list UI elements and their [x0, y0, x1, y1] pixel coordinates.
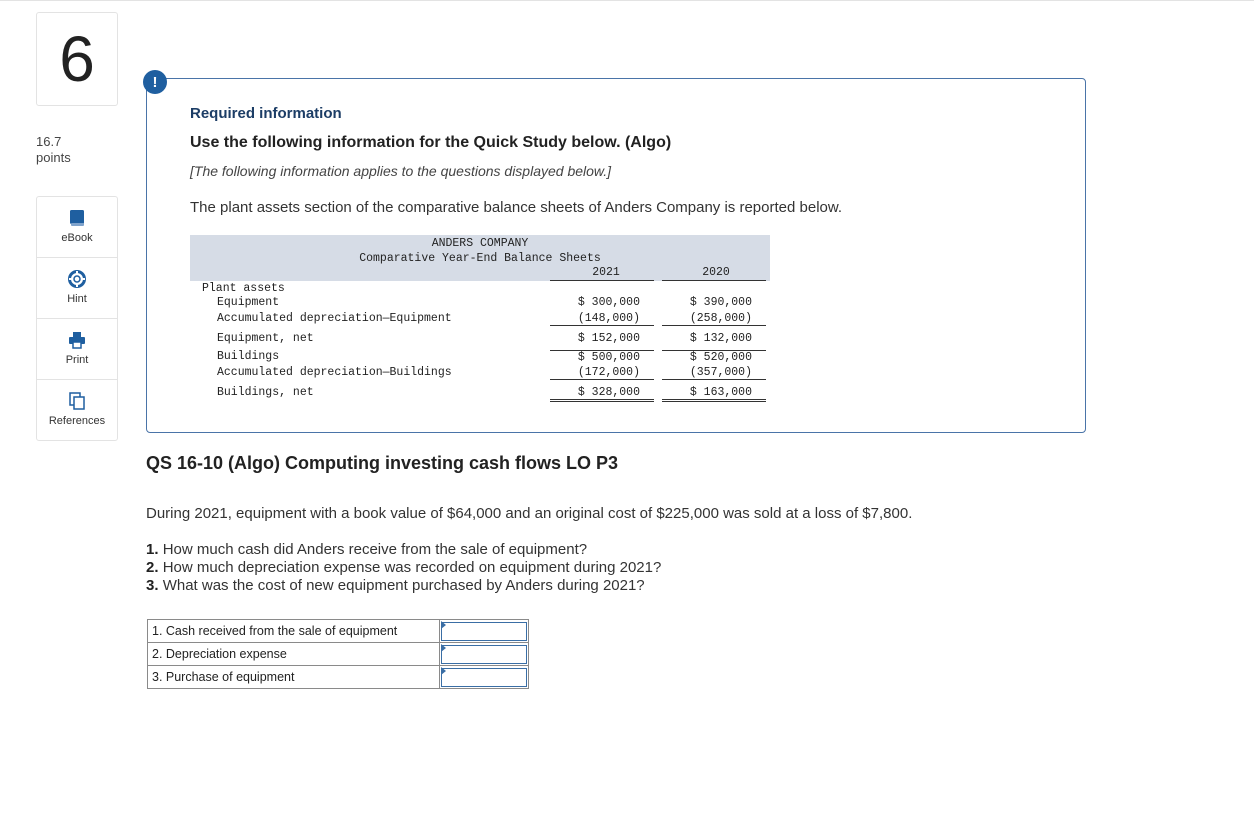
section-label: Plant assets: [202, 282, 285, 295]
year-2020-header: 2020: [702, 266, 730, 279]
row-label: Equipment, net: [217, 332, 314, 345]
problem-statement: During 2021, equipment with a book value of $64,000 and an original cost of $225,000 was sold at a loss of $7,800.: [146, 505, 913, 522]
tools-panel: [36, 196, 118, 441]
row-label: Accumulated depreciation—Equipment: [217, 312, 452, 325]
answer-label: 1. Cash received from the sale of equipment: [148, 620, 440, 643]
cash-received-input[interactable]: [441, 622, 527, 641]
row-value-2021: $ 328,000: [550, 386, 654, 402]
company-name: ANDERS COMPANY: [431, 237, 529, 250]
lifebuoy-icon: [68, 270, 86, 288]
answer-cell: [440, 666, 529, 689]
table-row: [190, 348, 770, 365]
table-row: [190, 383, 770, 403]
depreciation-expense-input[interactable]: [441, 645, 527, 664]
question-item: [146, 577, 661, 595]
table-row: [190, 295, 770, 311]
answer-row: [148, 620, 529, 643]
question-text: How much depreciation expense was recorded on equipment during 2021?: [162, 559, 662, 576]
cell-marker-icon: [441, 644, 446, 652]
top-divider: [0, 0, 1254, 1]
row-value-2020: $ 520,000: [662, 350, 766, 364]
references-button[interactable]: [37, 380, 117, 441]
question-text: How much cash did Anders receive from the sale of equipment?: [162, 541, 588, 558]
row-label: Accumulated depreciation—Buildings: [217, 366, 452, 379]
required-info-heading: Required information: [190, 105, 342, 122]
ebook-label: eBook: [61, 232, 93, 244]
answer-cell: [440, 643, 529, 666]
row-label: Buildings, net: [217, 386, 314, 399]
year-2021-header: 2021: [592, 266, 620, 279]
question-number-label: 2.: [146, 559, 159, 576]
row-value-2021: (148,000): [550, 312, 654, 326]
balance-sheet-table: [190, 235, 770, 403]
answer-row: [148, 643, 529, 666]
points-label: points: [36, 150, 71, 165]
table-row: [190, 329, 770, 348]
answer-label: 3. Purchase of equipment: [148, 666, 440, 689]
plant-assets-description: The plant assets section of the comparative balance sheets of Anders Company is reported below.: [190, 199, 843, 216]
question-text: What was the cost of new equipment purchased by Anders during 2021?: [162, 577, 645, 594]
cell-marker-icon: [441, 621, 446, 629]
row-value-2020: (258,000): [662, 312, 766, 326]
print-button[interactable]: [37, 319, 117, 380]
row-value-2020: (357,000): [662, 366, 766, 380]
documents-icon: [68, 392, 86, 410]
references-label: References: [48, 415, 106, 427]
question-number: 6: [36, 12, 118, 106]
row-value-2021: $ 300,000: [577, 296, 640, 309]
answer-row: [148, 666, 529, 689]
question-list: [146, 541, 661, 595]
equipment-purchase-input[interactable]: [441, 668, 527, 687]
points-info: [36, 134, 71, 166]
question-item: [146, 559, 661, 577]
table-row: [190, 311, 770, 329]
qs-title: QS 16-10 (Algo) Computing investing cash flows LO P3: [146, 453, 619, 473]
ebook-button[interactable]: [37, 197, 117, 258]
section-row: [190, 281, 770, 295]
row-label: Buildings: [217, 350, 280, 363]
row-value-2021: $ 152,000: [577, 332, 640, 345]
question-item: [146, 541, 661, 559]
balance-sheet-subtitle: Comparative Year-End Balance Sheets: [359, 252, 601, 265]
row-value-2020: $ 163,000: [662, 386, 766, 402]
print-label: Print: [65, 354, 89, 366]
printer-icon: [68, 331, 86, 349]
question-number-label: 3.: [146, 577, 159, 594]
answer-table: [147, 619, 529, 689]
answer-label: 2. Depreciation expense: [148, 643, 440, 666]
balance-sheet-header: [190, 235, 770, 281]
table-row: [190, 365, 770, 383]
answer-cell: [440, 620, 529, 643]
question-number-label: 1.: [146, 541, 159, 558]
use-info-heading: Use the following information for the Quick Study below. (Algo): [190, 134, 672, 151]
applies-note: [The following information applies to the questions displayed below.]: [190, 163, 612, 179]
row-value-2021: $ 500,000: [550, 350, 654, 364]
hint-button[interactable]: [37, 258, 117, 319]
row-value-2021: (172,000): [550, 366, 654, 380]
hint-label: Hint: [67, 293, 87, 305]
cell-marker-icon: [441, 667, 446, 675]
points-value: 16.7: [36, 134, 62, 149]
book-icon: [68, 209, 86, 227]
row-value-2020: $ 390,000: [689, 296, 752, 309]
row-label: Equipment: [217, 296, 280, 309]
row-value-2020: $ 132,000: [689, 332, 752, 345]
required-info-box: [146, 78, 1086, 433]
alert-icon: !: [143, 70, 167, 94]
